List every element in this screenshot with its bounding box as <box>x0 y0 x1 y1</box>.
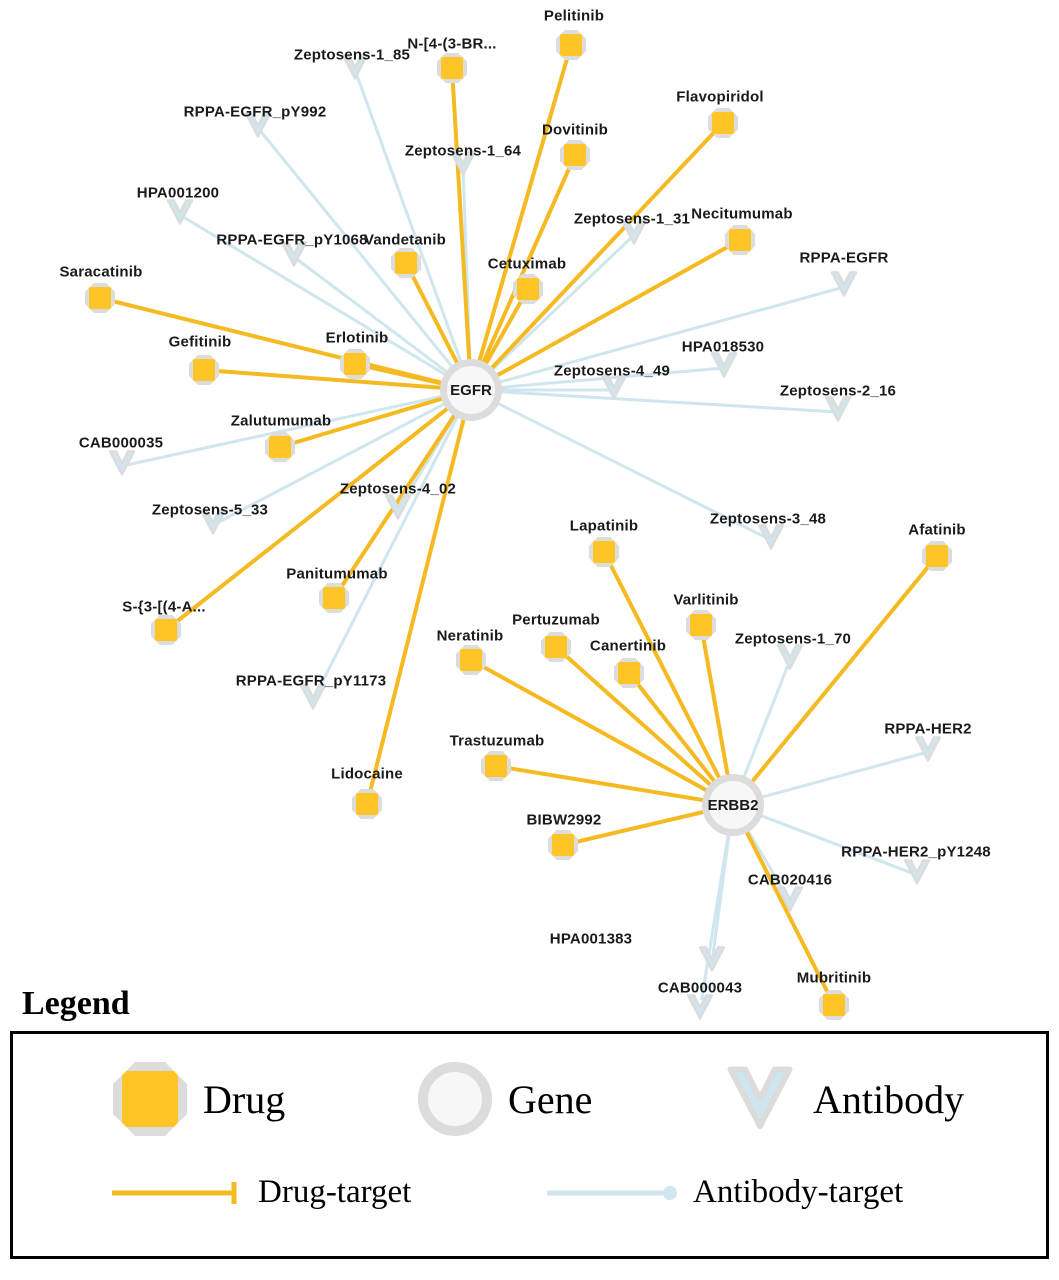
drug-node[interactable] <box>725 225 755 255</box>
antibody-node-label: Zeptosens-3_48 <box>709 510 827 528</box>
antibody-node-label: HPA001383 <box>549 930 633 948</box>
gene-node[interactable] <box>702 774 764 836</box>
drug-node[interactable] <box>614 658 644 688</box>
drug-node[interactable] <box>513 274 543 304</box>
drug-node[interactable] <box>589 537 619 567</box>
antibody-node-label: Zeptosens-4_49 <box>553 362 671 380</box>
antibody-node-label: RPPA-EGFR_pY992 <box>183 103 327 121</box>
drug-node-label: S-{3-[(4-A... <box>122 598 206 616</box>
drug-octagon-icon <box>352 789 382 819</box>
drug-node[interactable] <box>391 248 421 278</box>
drug-octagon-icon <box>725 225 755 255</box>
antibody-node[interactable] <box>823 395 853 430</box>
antibody-node[interactable] <box>756 523 786 558</box>
drug-octagon-icon <box>686 610 716 640</box>
drug-node-label: Lidocaine <box>331 765 403 783</box>
antibody-node-label: Zeptosens-5_33 <box>151 501 269 519</box>
drug-node[interactable] <box>686 610 716 640</box>
legend-title: Legend <box>22 985 130 1022</box>
legend-item-drug <box>113 1062 285 1136</box>
antibody-node[interactable] <box>165 198 195 233</box>
drug-node[interactable] <box>708 108 738 138</box>
drug-octagon-icon <box>437 53 467 83</box>
drug-node-label: Saracatinib <box>59 263 143 281</box>
drug-node-label: Neratinib <box>436 627 504 645</box>
drug-node[interactable] <box>541 632 571 662</box>
legend-label-drug: Drug <box>203 1076 286 1122</box>
drug-octagon-icon <box>922 541 952 571</box>
antibody-node-label: Zeptosens-1_70 <box>734 630 852 648</box>
drug-octagon-icon <box>541 632 571 662</box>
drug-octagon-icon <box>319 583 349 613</box>
legend-item-gene <box>418 1062 592 1136</box>
drug-node[interactable] <box>319 583 349 613</box>
gene-circle-icon <box>440 359 502 421</box>
drug-node-label: Flavopiridol <box>676 88 764 106</box>
drug-octagon-icon <box>614 658 644 688</box>
drug-node[interactable] <box>352 789 382 819</box>
drug-octagon-icon <box>548 830 578 860</box>
drug-node-label: Gefitinib <box>168 333 232 351</box>
drug-node-label: Mubritinib <box>796 969 872 987</box>
drug-node[interactable] <box>85 283 115 313</box>
antibody-node[interactable] <box>902 858 932 893</box>
gene-node-label: EGFR <box>450 381 492 399</box>
antibody-node-label: RPPA-EGFR_pY1068 <box>216 231 368 249</box>
drug-octagon-icon <box>556 30 586 60</box>
drug-node-label: BIBW2992 <box>526 811 602 829</box>
drug-node[interactable] <box>340 349 370 379</box>
legend-item-drug-target <box>108 1174 411 1211</box>
drug-node-label: Trastuzumab <box>449 732 545 750</box>
drug-octagon-icon <box>265 432 295 462</box>
gene-circle-icon <box>702 774 764 836</box>
drug-node[interactable] <box>456 645 486 675</box>
antibody-node[interactable] <box>107 449 137 484</box>
antibody-node-label: RPPA-EGFR_pY1173 <box>235 672 387 690</box>
drug-node[interactable] <box>548 830 578 860</box>
drug-octagon-icon <box>391 248 421 278</box>
drug-node[interactable] <box>189 355 219 385</box>
drug-node-label: Vandetanib <box>363 231 447 249</box>
antibody-node-label: CAB020416 <box>747 871 833 889</box>
edge <box>471 155 575 390</box>
drug-node[interactable] <box>481 751 511 781</box>
antibody-target-line-icon <box>543 1176 683 1210</box>
antibody-node[interactable] <box>383 493 413 528</box>
drug-octagon-icon <box>560 140 590 170</box>
drug-node[interactable] <box>437 53 467 83</box>
gene-node[interactable] <box>440 359 502 421</box>
drug-octagon-icon <box>340 349 370 379</box>
antibody-node-label: RPPA-HER2 <box>884 720 972 738</box>
drug-octagon-icon <box>113 1062 187 1136</box>
drug-node[interactable] <box>265 432 295 462</box>
drug-node-label: Dovitinib <box>542 121 608 139</box>
drug-node-label: Pelitinib <box>543 7 605 25</box>
gene-node-label: ERBB2 <box>707 796 759 814</box>
edge <box>313 390 471 700</box>
drug-octagon-icon <box>513 274 543 304</box>
drug-node[interactable] <box>556 30 586 60</box>
drug-octagon-icon <box>151 615 181 645</box>
antibody-node-label: HPA001200 <box>136 184 220 202</box>
drug-node-label: Pertuzumab <box>512 611 600 629</box>
drug-octagon-icon <box>481 751 511 781</box>
drug-octagon-icon <box>456 645 486 675</box>
drug-node[interactable] <box>560 140 590 170</box>
antibody-node-label: Zeptosens-1_85 <box>293 46 411 64</box>
antibody-node[interactable] <box>913 735 943 770</box>
legend-box <box>10 1031 1049 1259</box>
drug-node-label: Cetuximab <box>487 255 567 273</box>
antibody-node[interactable] <box>829 270 859 305</box>
drug-node-label: Erlotinib <box>325 329 389 347</box>
antibody-node[interactable] <box>697 945 727 980</box>
drug-node-label: Necitumumab <box>691 205 793 223</box>
antibody-node-label: RPPA-EGFR <box>799 249 889 267</box>
antibody-node-label: RPPA-HER2_pY1248 <box>841 843 991 861</box>
antibody-node-label: CAB000043 <box>657 979 743 997</box>
drug-node-label: Panitumumab <box>286 565 388 583</box>
drug-octagon-icon <box>85 283 115 313</box>
drug-node-label: Varlitinib <box>673 591 739 609</box>
drug-node-label: Afatinib <box>908 521 966 539</box>
legend <box>0 985 1059 1259</box>
drug-octagon-icon <box>589 537 619 567</box>
antibody-node[interactable] <box>709 351 739 386</box>
drug-node-label: Lapatinib <box>569 517 639 535</box>
drug-octagon-icon <box>708 108 738 138</box>
drug-node-label: N-[4-(3-BR... <box>407 35 497 53</box>
drug-node-label: Zalutumumab <box>230 412 332 430</box>
antibody-node-label: HPA018530 <box>681 338 765 356</box>
legend-label-drug-target: Drug-target <box>258 1174 412 1210</box>
gene-circle-icon <box>418 1062 492 1136</box>
antibody-arrow-icon <box>723 1062 797 1136</box>
antibody-node-label: CAB000035 <box>78 434 164 452</box>
antibody-node-label: Zeptosens-1_64 <box>404 142 522 160</box>
drug-node[interactable] <box>151 615 181 645</box>
drug-node[interactable] <box>922 541 952 571</box>
antibody-node-label: Zeptosens-4_02 <box>339 480 457 498</box>
edge <box>733 556 937 805</box>
antibody-node[interactable] <box>775 643 805 678</box>
antibody-node-label: Zeptosens-2_16 <box>779 382 897 400</box>
legend-label-gene: Gene <box>508 1076 593 1122</box>
drug-octagon-icon <box>189 355 219 385</box>
legend-label-antibody-target: Antibody-target <box>693 1174 904 1210</box>
legend-item-antibody-target <box>543 1174 903 1211</box>
antibody-node-label: Zeptosens-1_31 <box>573 210 691 228</box>
legend-label-antibody: Antibody <box>813 1076 965 1122</box>
drug-node-label: Canertinib <box>589 637 667 655</box>
legend-item-antibody <box>723 1062 964 1136</box>
antibody-node[interactable] <box>775 885 805 920</box>
drug-target-line-icon <box>108 1176 248 1210</box>
